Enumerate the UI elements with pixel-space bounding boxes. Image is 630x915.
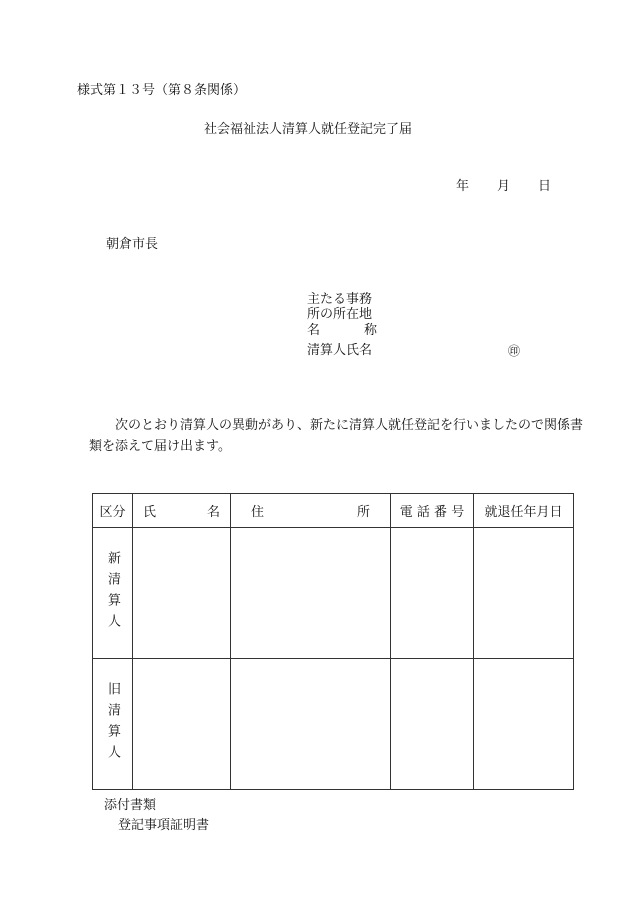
form-number: 様式第１３号（第８条関係） — [77, 83, 247, 98]
office-location-label-line2: 所の所在地 — [307, 307, 373, 322]
header-date: 就退任年月日 — [474, 494, 574, 528]
header-name — [133, 494, 231, 528]
addressee: 朝倉市長 — [106, 237, 159, 252]
header-name-char1: 氏 — [143, 505, 157, 520]
cell-phone[interactable] — [391, 528, 474, 659]
header-name-char2: 名 — [206, 505, 220, 520]
cell-name[interactable] — [133, 659, 231, 790]
date-year-label: 年 — [456, 179, 470, 194]
table-row — [93, 528, 574, 659]
liquidator-name-label: 清算人氏名 — [307, 343, 373, 358]
seal-icon: ㊞ — [508, 344, 521, 358]
date-day-label: 日 — [538, 179, 552, 194]
name-label-char2: 称 — [363, 323, 377, 338]
document-title: 社会福祉法人清算人就任登記完了届 — [204, 122, 413, 137]
header-address-char2: 所 — [356, 505, 370, 520]
liquidator-change-table — [92, 493, 574, 790]
corporation-name-label — [307, 323, 377, 339]
cell-name[interactable] — [133, 528, 231, 659]
attachment-item: 登記事項証明書 — [118, 818, 210, 833]
row-category-old — [93, 659, 133, 790]
header-category: 区分 — [93, 494, 133, 528]
attachments-label: 添付書類 — [104, 798, 157, 813]
cell-address[interactable] — [231, 528, 391, 659]
table-header-row — [93, 494, 574, 528]
category-old-liquidator: 旧清算人 — [105, 682, 120, 766]
cell-phone[interactable] — [391, 659, 474, 790]
name-label-char1: 名 — [307, 323, 321, 338]
category-new-liquidator: 新清算人 — [105, 551, 120, 635]
cell-date[interactable] — [474, 659, 574, 790]
body-text: 次のとおり清算人の異動があり、新たに清算人就任登記を行いましたので関係書類を添えて届け出ます。 — [89, 418, 584, 454]
date-month-label: 月 — [497, 179, 511, 194]
cell-address[interactable] — [231, 659, 391, 790]
cell-date[interactable] — [474, 528, 574, 659]
office-location-label-line1: 主たる事務 — [307, 292, 373, 307]
header-address — [231, 494, 391, 528]
table-row — [93, 659, 574, 790]
row-category-new — [93, 528, 133, 659]
header-phone: 電 話 番 号 — [391, 494, 474, 528]
header-address-char1: 住 — [251, 505, 265, 520]
